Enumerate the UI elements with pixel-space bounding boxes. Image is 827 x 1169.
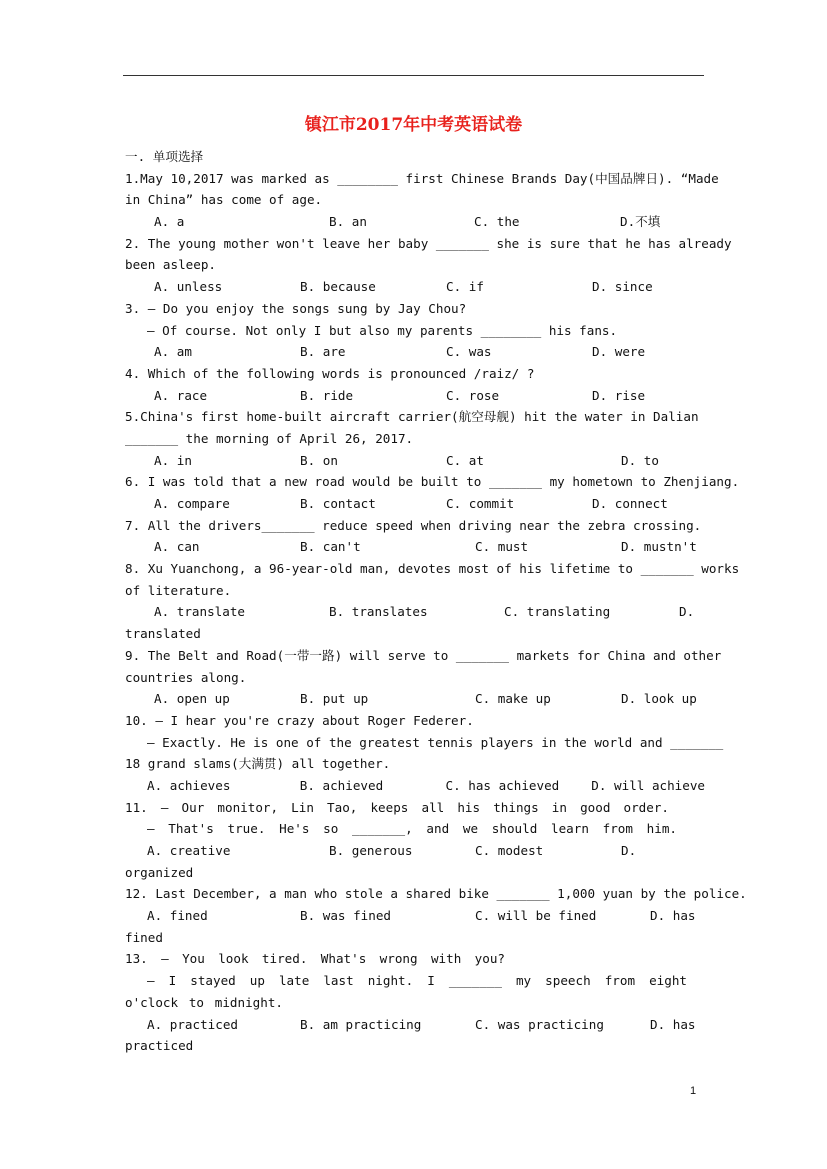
q2-option-d: D. since bbox=[592, 279, 653, 295]
q9-option-b: B. put up bbox=[300, 691, 369, 707]
q10-options bbox=[125, 775, 705, 797]
q1-options bbox=[125, 211, 705, 233]
q4-option-c: C. rose bbox=[446, 387, 500, 403]
q7-option-d: D. mustn't bbox=[621, 539, 697, 555]
q9-options bbox=[125, 688, 705, 710]
q13-line4: practiced bbox=[125, 1038, 194, 1054]
q8-option-c: C. translating bbox=[504, 604, 611, 620]
q8-line3: translated bbox=[125, 626, 201, 642]
q11-options bbox=[125, 840, 705, 862]
q10-option-c: C. has achieved bbox=[445, 777, 560, 793]
q7-option-a: A. can bbox=[154, 539, 200, 555]
q12-option-b: B. was fined bbox=[300, 908, 391, 924]
q2-option-c: C. if bbox=[446, 279, 484, 295]
q12-line1: 12. Last December, a man who stole a shared bike _______ 1,000 yuan by the police. bbox=[125, 886, 747, 902]
q13-option-b: B. am practicing bbox=[300, 1016, 422, 1032]
q12-option-c: C. will be fined bbox=[475, 908, 597, 924]
q2-line1: 2. The young mother won't leave her baby _______ she is sure that he has already bbox=[125, 235, 732, 251]
q10-line1: 10. — I hear you're crazy about Roger Federer. bbox=[125, 712, 474, 728]
q6-option-b: B. contact bbox=[300, 496, 376, 511]
exam-content bbox=[125, 146, 747, 1057]
q1-option-d: D.不填 bbox=[620, 214, 661, 230]
q11-line2: — That's true. He's so _______, and we should learn from him. bbox=[147, 821, 677, 837]
q10-option-a: A. achieves bbox=[147, 777, 231, 793]
q11-option-b: B. generous bbox=[329, 843, 413, 858]
q13-line3: o'clock to midnight. bbox=[125, 994, 283, 1010]
q10-line3: 18 grand slams(大满贯) all together. bbox=[125, 756, 391, 772]
q9-option-d: D. look up bbox=[621, 691, 697, 707]
q13-option-c: C. was practicing bbox=[475, 1016, 604, 1032]
header-rule bbox=[123, 75, 704, 76]
q1-option-c: C. the bbox=[474, 214, 520, 230]
q4-option-b: B. ride bbox=[300, 387, 354, 403]
q3-options bbox=[125, 341, 705, 363]
q5-options bbox=[125, 450, 705, 472]
q4-option-d: D. rise bbox=[592, 387, 646, 403]
q12-option-d: D. has bbox=[650, 908, 696, 924]
q4-option-a: A. race bbox=[154, 387, 208, 403]
q6-line1: 6. I was told that a new road would be built to _______ my hometown to Zhenjiang. bbox=[125, 474, 740, 490]
q13-options bbox=[125, 1014, 705, 1036]
q8-options bbox=[125, 601, 705, 623]
q10-option-b: B. achieved bbox=[299, 777, 384, 793]
q10-option-d: D. will achieve bbox=[591, 777, 706, 793]
q13-option-a: A. practiced bbox=[147, 1016, 238, 1032]
q13-line2: — I stayed up late last night. I _______ my speech from eight bbox=[147, 973, 687, 989]
q8-option-d: D. bbox=[679, 604, 695, 620]
q1-option-b: B. an bbox=[329, 214, 367, 230]
page-number: 1 bbox=[690, 1085, 697, 1097]
q9-option-c: C. make up bbox=[475, 691, 551, 707]
page-title: 镇江市2017年中考英语试卷 bbox=[304, 115, 523, 135]
q4-options bbox=[125, 385, 705, 407]
q8-line1: 8. Xu Yuanchong, a 96-year-old man, devotes most of his lifetime to _______ works bbox=[125, 561, 740, 577]
q3-option-b: B. are bbox=[300, 344, 346, 360]
q3-line1: 3. — Do you enjoy the songs sung by Jay Chou? bbox=[125, 300, 467, 316]
q7-line1: 7. All the drivers_______ reduce speed when driving near the zebra crossing. bbox=[125, 517, 702, 533]
q3-option-c: C. was bbox=[446, 344, 492, 360]
q10-line2: — Exactly. He is one of the greatest tennis players in the world and _______ bbox=[147, 734, 724, 750]
q5-line1: 5.China's first home-built aircraft carrier(航空母舰) hit the water in Dalian bbox=[125, 409, 699, 425]
q11-option-d: D. bbox=[621, 843, 637, 858]
q11-line1: 11. — Our monitor, Lin Tao, keeps all his things in good order. bbox=[125, 799, 669, 815]
q13-option-d: D. has bbox=[650, 1016, 696, 1032]
q11-line3: organized bbox=[125, 864, 194, 880]
q5-option-d: D. to bbox=[621, 452, 659, 468]
q2-line2: been asleep. bbox=[125, 257, 216, 273]
section-heading: 一. 单项选择 bbox=[125, 149, 204, 164]
q6-options bbox=[125, 493, 705, 515]
q2-option-b: B. because bbox=[300, 279, 376, 295]
q9-line2: countries along. bbox=[125, 669, 247, 685]
q1-line2: in China” has come of age. bbox=[125, 192, 323, 208]
q3-option-d: D. were bbox=[592, 344, 646, 360]
q9-line1: 9. The Belt and Road(一带一路) will serve to _______ markets for China and other bbox=[125, 647, 722, 663]
q1-line1: 1.May 10,2017 was marked as ________ first Chinese Brands Day(中国品牌日). “Made bbox=[125, 170, 719, 186]
q1-option-a: A. a bbox=[154, 214, 185, 230]
q8-option-a: A. translate bbox=[154, 604, 245, 620]
q8-option-b: B. translates bbox=[329, 604, 428, 620]
q12-option-a: A. fined bbox=[147, 908, 208, 924]
q5-option-a: A. in bbox=[154, 452, 192, 468]
q4-line1: 4. Which of the following words is pronounced /raiz/ ? bbox=[125, 365, 535, 381]
q7-option-b: B. can't bbox=[300, 539, 361, 555]
q11-option-a: A. creative bbox=[147, 843, 231, 858]
q5-line2: _______ the morning of April 26, 2017. bbox=[125, 430, 414, 446]
q3-option-a: A. am bbox=[154, 344, 192, 360]
q12-line2: fined bbox=[125, 929, 163, 945]
q2-option-a: A. unless bbox=[154, 279, 223, 295]
q12-options bbox=[125, 905, 705, 927]
q9-option-a: A. open up bbox=[154, 691, 230, 707]
q6-option-c: C. commit bbox=[446, 496, 515, 511]
q6-option-d: D. connect bbox=[592, 496, 668, 511]
q6-option-a: A. compare bbox=[154, 496, 230, 511]
q13-line1: 13. — You look tired. What's wrong with you? bbox=[125, 951, 505, 967]
q3-line2: — Of course. Not only I but also my parents ________ his fans. bbox=[147, 322, 618, 338]
q7-option-c: C. must bbox=[475, 539, 529, 555]
q5-option-c: C. at bbox=[446, 452, 484, 468]
q11-option-c: C. modest bbox=[475, 843, 544, 858]
q7-options bbox=[125, 536, 705, 558]
q5-option-b: B. on bbox=[300, 452, 338, 468]
q8-line2: of literature. bbox=[125, 582, 232, 598]
q2-options bbox=[125, 276, 705, 298]
